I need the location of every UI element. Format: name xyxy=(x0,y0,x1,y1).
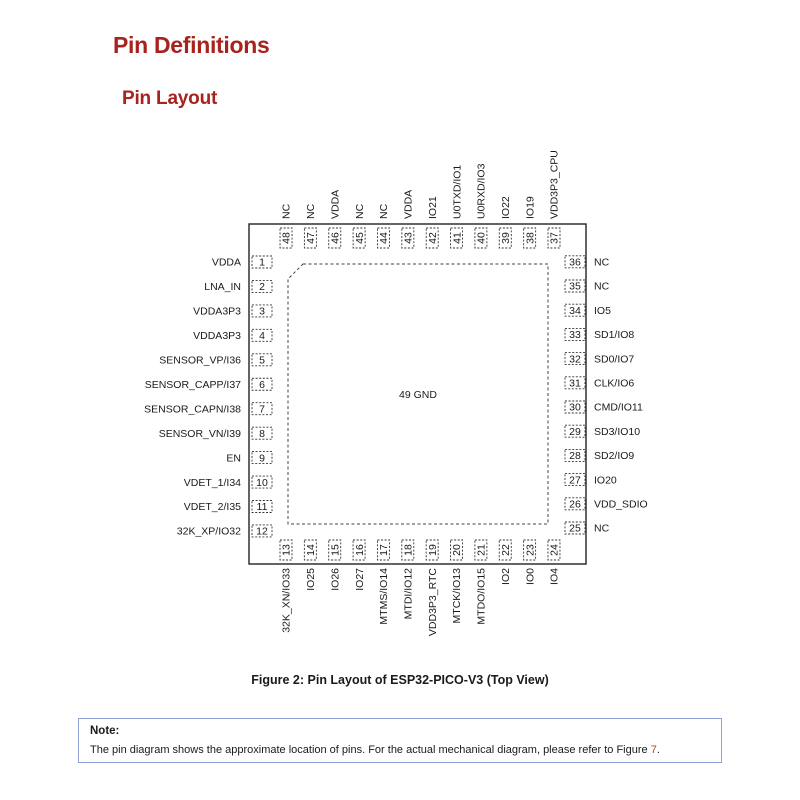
pin-19 xyxy=(426,540,439,636)
pin-30-label: CMD/IO11 xyxy=(594,401,643,414)
pin-42 xyxy=(426,196,439,248)
pin-48-number: 48 xyxy=(280,232,293,244)
note-text: The pin diagram shows the approximate location of pins. For the actual mechanical diagram, please refer to Figure xyxy=(90,744,651,756)
pin-19-label: VDD3P3_RTC xyxy=(426,568,439,637)
pin-7 xyxy=(144,403,272,416)
pin-31-number: 31 xyxy=(569,377,581,390)
pin-25-label: NC xyxy=(594,522,610,535)
pin-21-number: 21 xyxy=(475,544,488,556)
pin-4-label: VDDA3P3 xyxy=(193,330,241,343)
pin-46 xyxy=(329,190,342,248)
pin-2-label: LNA_IN xyxy=(204,281,241,294)
pin-34 xyxy=(565,304,611,317)
pin-43-label: VDDA xyxy=(402,189,415,219)
pin-29-number: 29 xyxy=(569,425,581,438)
pin-1-label: VDDA xyxy=(211,256,241,269)
pin-2-number: 2 xyxy=(259,281,265,294)
pin-35-number: 35 xyxy=(569,280,581,293)
pin-44-number: 44 xyxy=(378,232,391,244)
pin-33-number: 33 xyxy=(569,329,581,342)
pin-9-number: 9 xyxy=(259,452,265,465)
pin-27 xyxy=(565,474,617,487)
pin-33 xyxy=(565,328,634,341)
pin-37-number: 37 xyxy=(548,232,561,244)
pin-21-label: MTDO/IO15 xyxy=(475,568,488,625)
pin-23 xyxy=(524,540,537,585)
section-title: Pin Definitions xyxy=(113,32,270,58)
pin-32 xyxy=(565,353,634,366)
pin-45-number: 45 xyxy=(353,232,366,244)
pin-45-label: NC xyxy=(353,203,366,219)
pin-26-number: 26 xyxy=(569,498,581,511)
pin-7-number: 7 xyxy=(259,403,265,416)
pin-10-number: 10 xyxy=(256,476,268,489)
pin-39-number: 39 xyxy=(499,232,512,244)
pin-48 xyxy=(280,203,293,248)
pin-26 xyxy=(565,498,648,511)
pin-21 xyxy=(475,540,488,625)
pin-44 xyxy=(377,203,390,248)
pin-38-label: IO19 xyxy=(524,196,537,219)
pin-36-label: NC xyxy=(594,256,610,269)
pin-30 xyxy=(565,401,643,414)
pin-5 xyxy=(159,354,272,367)
pin-22-number: 22 xyxy=(499,544,512,556)
pin-35-label: NC xyxy=(594,280,610,293)
pin-27-label: IO20 xyxy=(594,474,617,487)
pin-24-label: IO4 xyxy=(548,568,561,585)
pin-4-number: 4 xyxy=(259,330,265,343)
pin-28-label: SD2/IO9 xyxy=(594,450,635,463)
pin-11-number: 11 xyxy=(256,501,268,514)
pin-8-label: SENSOR_VN/I39 xyxy=(158,427,241,440)
pin-32-label: SD0/IO7 xyxy=(594,353,635,366)
pin-36 xyxy=(565,256,610,269)
pin-34-label: IO5 xyxy=(594,304,611,317)
pin-41-label: U0TXD/IO1 xyxy=(451,164,464,219)
pin-2 xyxy=(204,280,272,293)
pin-33-label: SD1/IO8 xyxy=(594,329,635,342)
note-suffix: . xyxy=(656,744,660,756)
pin-3-number: 3 xyxy=(259,305,265,318)
pin-38-number: 38 xyxy=(524,232,537,244)
pin-9-label: EN xyxy=(226,452,241,465)
pin-3-label: VDDA3P3 xyxy=(193,305,241,318)
pin-40-label: U0RXD/IO3 xyxy=(475,163,488,219)
pin-37-label: VDD3P3_CPU xyxy=(548,150,561,219)
pin-3 xyxy=(193,305,272,318)
pin-31-label: CLK/IO6 xyxy=(594,377,635,390)
center-ground-label: 49 GND xyxy=(399,389,437,401)
pin-18-label: MTDI/IO12 xyxy=(402,568,415,620)
pin-41-number: 41 xyxy=(451,232,464,244)
pin-23-label: IO0 xyxy=(524,568,537,585)
pin-18 xyxy=(402,540,415,619)
pin-40-number: 40 xyxy=(475,232,488,244)
pin-5-label: SENSOR_VP/I36 xyxy=(159,354,241,367)
pin-41 xyxy=(451,165,464,248)
pin-22-label: IO2 xyxy=(499,568,512,585)
pin-31 xyxy=(565,377,634,390)
pin-47-number: 47 xyxy=(305,232,318,244)
pin-43 xyxy=(402,190,415,248)
pin-44-label: NC xyxy=(378,203,391,219)
pin-6 xyxy=(145,378,272,391)
figure-link[interactable]: 7 xyxy=(650,744,657,756)
pin-16-number: 16 xyxy=(353,544,366,556)
pin-15-label: IO26 xyxy=(329,568,342,591)
pin-47 xyxy=(304,203,317,248)
pin-38 xyxy=(524,196,537,248)
pin-13 xyxy=(280,540,293,633)
pin-14-number: 14 xyxy=(305,544,318,556)
pin-20-number: 20 xyxy=(451,544,464,556)
pin-46-label: VDDA xyxy=(329,189,342,219)
pin-22 xyxy=(499,540,512,585)
pin-12-number: 12 xyxy=(256,525,268,538)
pin-29-label: SD3/IO10 xyxy=(594,425,641,438)
pin-6-number: 6 xyxy=(259,378,265,391)
pin-16 xyxy=(353,540,366,591)
pin-4 xyxy=(193,329,272,342)
pin-10-label: VDET_1/I34 xyxy=(183,476,241,489)
pin-1-number: 1 xyxy=(259,256,265,269)
pin-28 xyxy=(565,449,634,462)
pin-15 xyxy=(329,540,342,591)
pin-24-number: 24 xyxy=(548,544,561,556)
pin-24 xyxy=(548,540,561,585)
pin-8 xyxy=(159,427,272,440)
pin-19-number: 19 xyxy=(426,544,439,556)
pin-47-label: NC xyxy=(305,203,318,219)
pin-13-label: 32K_XN/IO33 xyxy=(280,568,293,633)
subsection-title: Pin Layout xyxy=(122,88,218,109)
pin-6-label: SENSOR_CAPP/I37 xyxy=(144,378,241,391)
pin-45 xyxy=(353,203,366,248)
pin-48-label: NC xyxy=(280,203,293,219)
pin-14 xyxy=(304,540,317,591)
pin-13-number: 13 xyxy=(280,544,293,556)
pin-17 xyxy=(377,540,390,625)
pin-37 xyxy=(548,150,561,248)
pin-27-number: 27 xyxy=(569,474,581,487)
pin-36-number: 36 xyxy=(569,256,581,269)
pin-12-label: 32K_XP/IO32 xyxy=(176,525,241,538)
pin-14-label: IO25 xyxy=(305,568,318,591)
note-box xyxy=(78,718,722,763)
pin-20 xyxy=(451,540,464,623)
pin-40 xyxy=(475,163,488,248)
pin-32-number: 32 xyxy=(569,353,581,366)
pin-11-label: VDET_2/I35 xyxy=(183,501,241,514)
pin-1 xyxy=(212,256,272,269)
pin-17-label: MTMS/IO14 xyxy=(378,568,391,625)
figure-caption: Figure 2: Pin Layout of ESP32-PICO-V3 (Top View) xyxy=(251,673,549,687)
pin-10 xyxy=(184,476,272,489)
pin-29 xyxy=(565,425,640,438)
pin-35 xyxy=(565,280,610,293)
pin-43-number: 43 xyxy=(402,232,415,244)
pin-25-number: 25 xyxy=(569,522,581,535)
pin-17-number: 17 xyxy=(378,544,391,556)
pin-18-number: 18 xyxy=(402,544,415,556)
pin-20-label: MTCK/IO13 xyxy=(451,568,464,624)
pin-23-number: 23 xyxy=(524,544,537,556)
pin-8-number: 8 xyxy=(259,427,265,440)
pin-39 xyxy=(499,196,512,248)
pin-42-label: IO21 xyxy=(426,196,439,219)
pin-15-number: 15 xyxy=(329,544,342,556)
pin-26-label: VDD_SDIO xyxy=(594,498,648,511)
note-title: Note: xyxy=(90,725,120,737)
note-body xyxy=(90,744,660,756)
pin-34-number: 34 xyxy=(569,304,581,317)
pin-7-label: SENSOR_CAPN/I38 xyxy=(144,403,241,416)
pin-42-number: 42 xyxy=(426,232,439,244)
pin-12 xyxy=(177,525,272,538)
pin-25 xyxy=(565,522,610,535)
pin-46-number: 46 xyxy=(329,232,342,244)
pin-30-number: 30 xyxy=(569,401,581,414)
pin-16-label: IO27 xyxy=(353,568,366,591)
pin-11 xyxy=(184,501,272,514)
pin-39-label: IO22 xyxy=(499,196,512,219)
pin-5-number: 5 xyxy=(259,354,265,367)
pin-28-number: 28 xyxy=(569,450,581,463)
